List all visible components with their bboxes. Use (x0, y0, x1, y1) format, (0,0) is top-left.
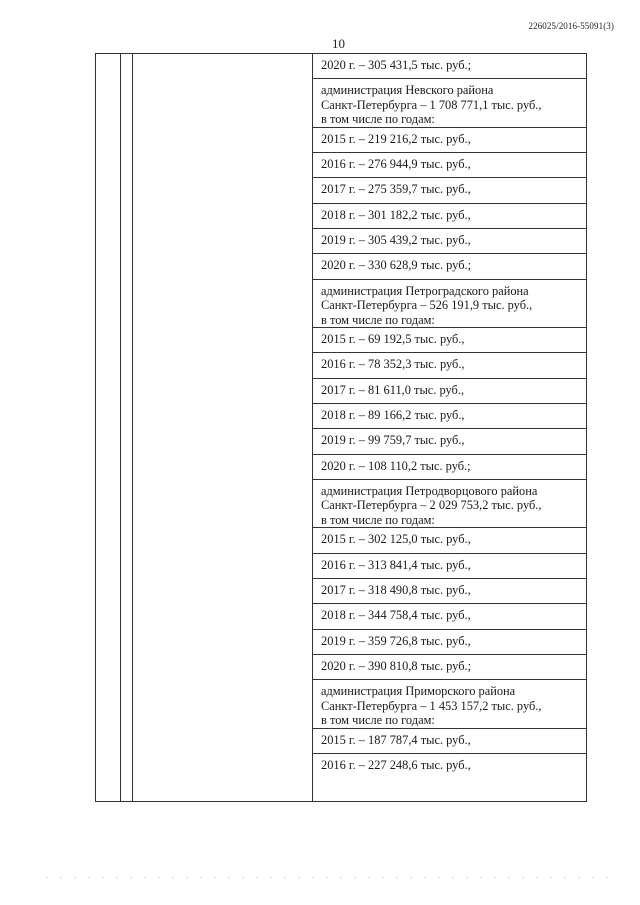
year-amount-cell (313, 729, 586, 754)
year-amount-cell (313, 754, 586, 779)
year-amount-cell (313, 328, 586, 353)
year-amount-cell (313, 153, 586, 178)
year-amount-cell (313, 178, 586, 203)
year-amount-cell (313, 630, 586, 655)
year-amount-text: 2018 г. – 344 758,4 тыс. руб., (321, 608, 471, 623)
year-amount-cell (313, 204, 586, 229)
year-amount-cell (313, 254, 586, 279)
administration-header-line: Санкт-Петербурга – 2 029 753,2 тыс. руб., (321, 498, 542, 513)
year-amount-cell (313, 353, 586, 378)
year-amount-cell (313, 229, 586, 254)
year-amount-text: 2020 г. – 305 431,5 тыс. руб.; (321, 58, 472, 72)
administration-header-line: администрация Невского района (321, 83, 494, 98)
administration-header-line: Санкт-Петербурга – 526 191,9 тыс. руб., (321, 298, 533, 313)
year-amount-text: 2016 г. – 227 248,6 тыс. руб., (321, 757, 471, 772)
year-amount-text: 2018 г. – 301 182,2 тыс. руб., (321, 207, 471, 222)
administration-header-line: в том числе по годам: (321, 713, 435, 728)
year-amount-text: 2019 г. – 99 759,7 тыс. руб., (321, 433, 465, 448)
year-amount-text: 2017 г. – 318 490,8 тыс. руб., (321, 582, 471, 597)
year-amount-cell (313, 404, 586, 429)
year-amount-cell (313, 655, 586, 680)
administration-header-cell (313, 79, 586, 128)
year-amount-cell (313, 455, 586, 480)
year-amount-text: 2015 г. – 302 125,0 тыс. руб., (321, 532, 471, 547)
year-amount-text: 2019 г. – 359 726,8 тыс. руб., (321, 633, 471, 648)
scan-noise-strip (40, 876, 610, 879)
year-amount-text: 2020 г. – 108 110,2 тыс. руб.; (321, 458, 471, 473)
administration-header-cell (313, 480, 586, 529)
year-amount-cell (313, 128, 586, 153)
year-amount-text: 2015 г. – 187 787,4 тыс. руб., (321, 732, 471, 747)
administration-header-line: Санкт-Петербурга – 1 708 771,1 тыс. руб., (321, 97, 542, 112)
administration-header-line: в том числе по годам: (321, 312, 435, 327)
administration-header-line: администрация Приморского района (321, 684, 516, 699)
year-amount-text: 2016 г. – 313 841,4 тыс. руб., (321, 557, 471, 572)
funding-table (95, 53, 587, 802)
column-divider (120, 54, 121, 801)
year-amount-text: 2016 г. – 276 944,9 тыс. руб., (321, 157, 471, 172)
administration-header-line: в том числе по годам: (321, 112, 435, 127)
year-amount-cell (313, 528, 586, 553)
year-amount-cell (313, 554, 586, 579)
year-amount-cell (313, 604, 586, 629)
year-amount-text: 2016 г. – 78 352,3 тыс. руб., (321, 357, 465, 372)
year-amount-text: 2020 г. – 390 810,8 тыс. руб.; (321, 658, 472, 673)
funding-details-column (313, 54, 586, 801)
year-amount-text: 2020 г. – 330 628,9 тыс. руб.; (321, 258, 472, 273)
year-amount-cell (313, 379, 586, 404)
document-id: 226025/2016-55091(3) (528, 21, 614, 31)
administration-header-cell (313, 680, 586, 729)
column-divider (132, 54, 133, 801)
year-amount-cell (313, 579, 586, 604)
page-number: 10 (332, 36, 345, 51)
year-amount-cell (313, 54, 586, 79)
year-amount-text: 2015 г. – 69 192,5 тыс. руб., (321, 332, 465, 347)
year-amount-text: 2018 г. – 89 166,2 тыс. руб., (321, 407, 465, 422)
year-amount-text: 2017 г. – 275 359,7 тыс. руб., (321, 182, 471, 197)
year-amount-text: 2019 г. – 305 439,2 тыс. руб., (321, 232, 471, 247)
year-amount-text: 2015 г. – 219 216,2 тыс. руб., (321, 131, 471, 146)
year-amount-cell (313, 429, 586, 454)
year-amount-text: 2017 г. – 81 611,0 тыс. руб., (321, 382, 465, 397)
administration-header-line: администрация Петродворцового района (321, 483, 538, 498)
administration-header-line: администрация Петроградского района (321, 283, 529, 298)
administration-header-line: в том числе по годам: (321, 512, 435, 527)
administration-header-cell (313, 280, 586, 329)
administration-header-line: Санкт-Петербурга – 1 453 157,2 тыс. руб., (321, 698, 542, 713)
